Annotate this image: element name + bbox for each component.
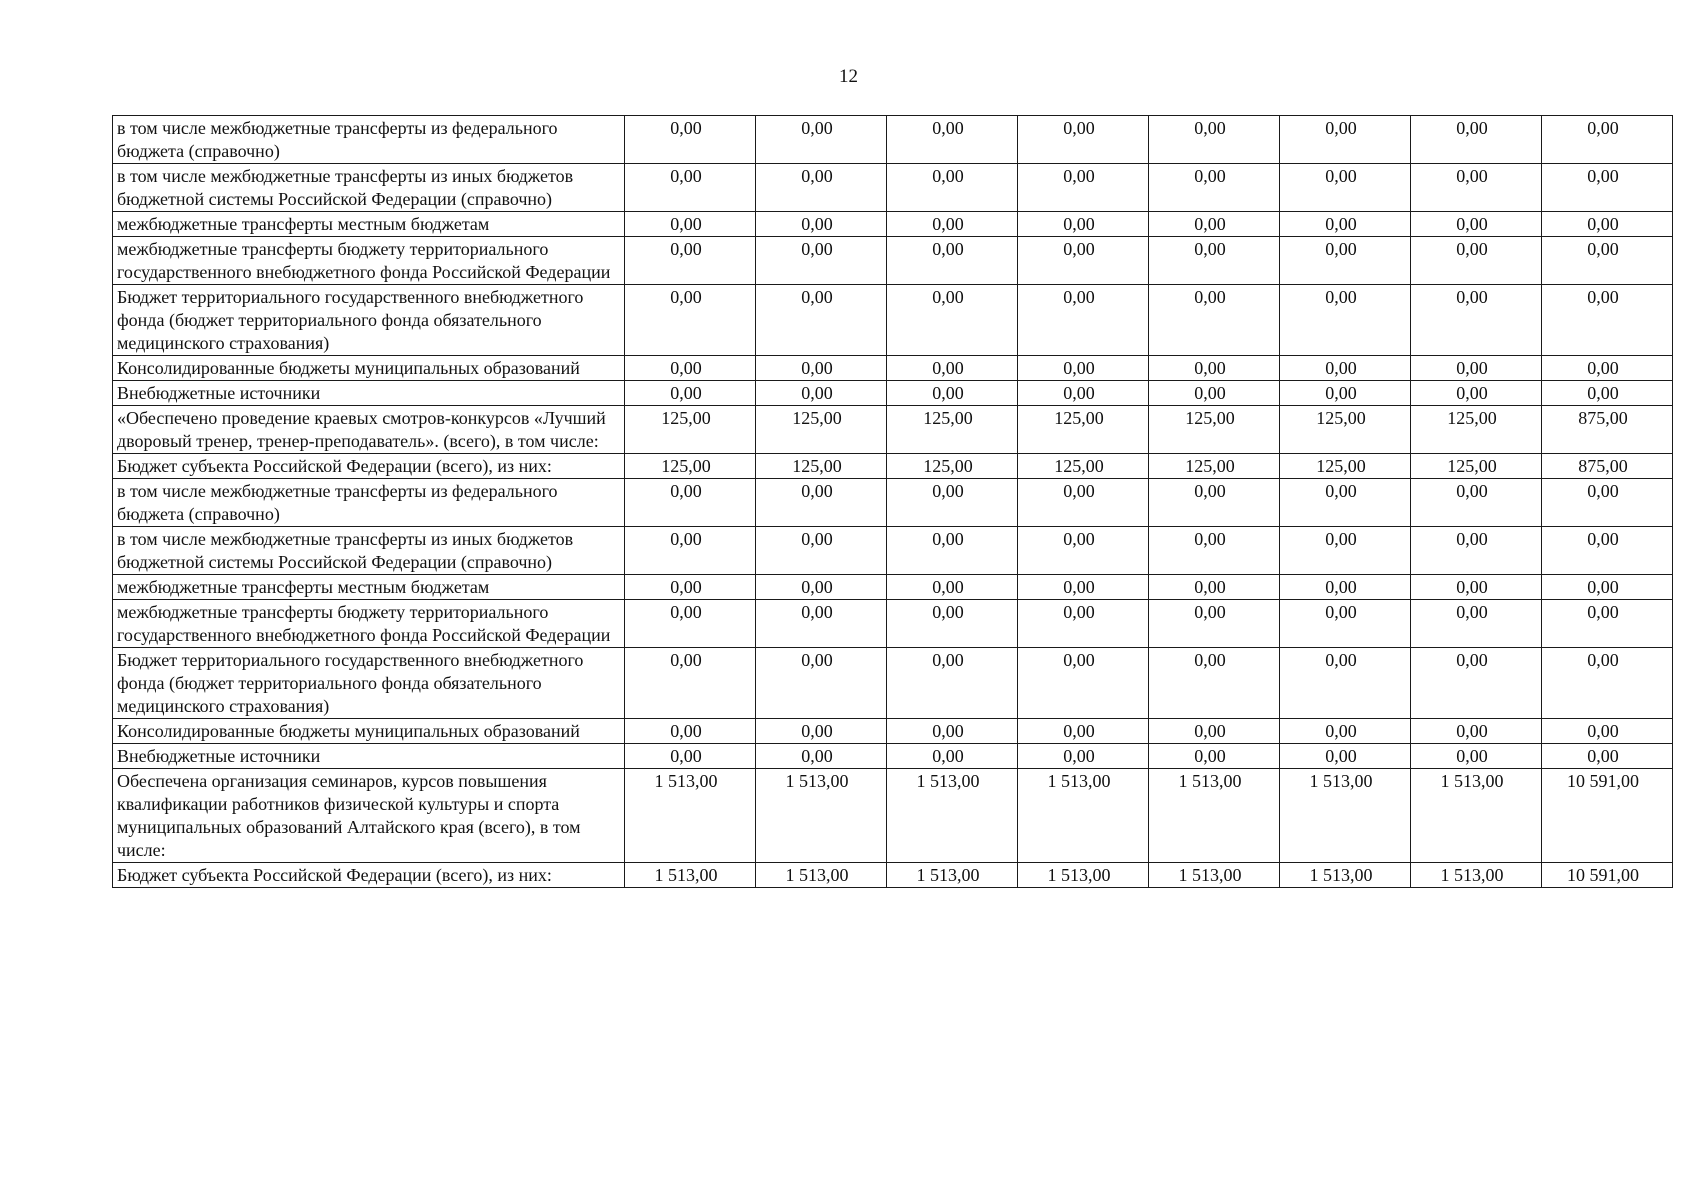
table-row (113, 406, 1673, 454)
row-value: 0,00 (756, 212, 887, 237)
row-value: 125,00 (1411, 406, 1542, 454)
row-value: 0,00 (1411, 600, 1542, 648)
row-value: 0,00 (1018, 600, 1149, 648)
row-value: 0,00 (1411, 164, 1542, 212)
row-value: 0,00 (1542, 648, 1673, 719)
row-value: 0,00 (1542, 164, 1673, 212)
row-value: 0,00 (1411, 719, 1542, 744)
row-value: 0,00 (887, 237, 1018, 285)
row-value: 0,00 (1411, 744, 1542, 769)
row-value: 0,00 (1411, 237, 1542, 285)
row-value: 1 513,00 (1149, 863, 1280, 888)
budget-table-body (113, 116, 1673, 888)
row-value: 125,00 (887, 406, 1018, 454)
row-value: 0,00 (1149, 575, 1280, 600)
row-value: 0,00 (1149, 164, 1280, 212)
table-row (113, 527, 1673, 575)
row-label: «Обеспечено проведение краевых смотров-конкурсов «Лучший дворовый тренер, тренер-преподаватель». (всего), в том числе: (113, 406, 625, 454)
row-value: 0,00 (1411, 648, 1542, 719)
table-row (113, 164, 1673, 212)
row-value: 125,00 (1280, 454, 1411, 479)
row-value: 0,00 (1280, 719, 1411, 744)
row-value: 0,00 (887, 164, 1018, 212)
row-value: 125,00 (756, 454, 887, 479)
row-value: 0,00 (625, 719, 756, 744)
table-row (113, 648, 1673, 719)
row-value: 0,00 (887, 116, 1018, 164)
row-value: 0,00 (1149, 356, 1280, 381)
row-label: в том числе межбюджетные трансферты из федерального бюджета (справочно) (113, 116, 625, 164)
row-value: 0,00 (1411, 212, 1542, 237)
row-value: 0,00 (1149, 600, 1280, 648)
table-row (113, 285, 1673, 356)
row-value: 0,00 (1149, 719, 1280, 744)
row-value: 0,00 (625, 479, 756, 527)
row-label: в том числе межбюджетные трансферты из иных бюджетов бюджетной системы Российской Федерации (справочно) (113, 164, 625, 212)
row-value: 1 513,00 (887, 863, 1018, 888)
row-value: 0,00 (1018, 575, 1149, 600)
table-row (113, 719, 1673, 744)
row-value: 0,00 (1542, 285, 1673, 356)
row-value: 0,00 (1411, 285, 1542, 356)
row-value: 0,00 (887, 212, 1018, 237)
row-value: 125,00 (1149, 454, 1280, 479)
table-row (113, 769, 1673, 863)
row-value: 0,00 (756, 285, 887, 356)
row-value: 0,00 (1149, 212, 1280, 237)
row-label: Консолидированные бюджеты муниципальных образований (113, 356, 625, 381)
row-value: 0,00 (625, 527, 756, 575)
row-value: 0,00 (1280, 237, 1411, 285)
row-value: 0,00 (1280, 744, 1411, 769)
row-value: 125,00 (625, 406, 756, 454)
row-value: 125,00 (1149, 406, 1280, 454)
row-value: 0,00 (1542, 575, 1673, 600)
row-value: 875,00 (1542, 454, 1673, 479)
row-value: 0,00 (1149, 116, 1280, 164)
row-value: 0,00 (756, 381, 887, 406)
row-value: 1 513,00 (1280, 769, 1411, 863)
row-value: 0,00 (887, 600, 1018, 648)
table-row (113, 454, 1673, 479)
table-row (113, 744, 1673, 769)
row-value: 0,00 (756, 648, 887, 719)
row-value: 1 513,00 (756, 769, 887, 863)
row-value: 0,00 (1542, 237, 1673, 285)
row-label: Бюджет территориального государственного внебюджетного фонда (бюджет территориального фонда обязательного медицинского страхования) (113, 648, 625, 719)
row-value: 10 591,00 (1542, 863, 1673, 888)
row-value: 125,00 (1411, 454, 1542, 479)
row-value: 0,00 (756, 164, 887, 212)
row-value: 0,00 (756, 237, 887, 285)
row-value: 0,00 (625, 116, 756, 164)
row-value: 0,00 (756, 719, 887, 744)
row-value: 1 513,00 (1018, 769, 1149, 863)
row-value: 1 513,00 (756, 863, 887, 888)
row-value: 0,00 (1542, 744, 1673, 769)
row-value: 0,00 (1018, 648, 1149, 719)
row-value: 0,00 (625, 356, 756, 381)
row-value: 0,00 (625, 744, 756, 769)
row-value: 0,00 (1280, 648, 1411, 719)
row-value: 0,00 (1018, 212, 1149, 237)
row-value: 0,00 (887, 744, 1018, 769)
row-value: 0,00 (1018, 164, 1149, 212)
row-value: 0,00 (1149, 479, 1280, 527)
row-value: 0,00 (1149, 527, 1280, 575)
row-label: Внебюджетные источники (113, 744, 625, 769)
row-value: 0,00 (887, 479, 1018, 527)
table-row (113, 600, 1673, 648)
row-value: 0,00 (1018, 527, 1149, 575)
row-label: межбюджетные трансферты местным бюджетам (113, 212, 625, 237)
row-value: 1 513,00 (625, 769, 756, 863)
row-label: Бюджет субъекта Российской Федерации (всего), из них: (113, 863, 625, 888)
row-value: 0,00 (1542, 479, 1673, 527)
row-label: Консолидированные бюджеты муниципальных образований (113, 719, 625, 744)
row-value: 0,00 (1280, 527, 1411, 575)
row-label: Внебюджетные источники (113, 381, 625, 406)
row-value: 0,00 (756, 479, 887, 527)
row-value: 125,00 (625, 454, 756, 479)
row-value: 0,00 (887, 575, 1018, 600)
row-label: межбюджетные трансферты бюджету территориального государственного внебюджетного фонда Российской Федерации (113, 600, 625, 648)
table-row (113, 356, 1673, 381)
row-value: 0,00 (756, 116, 887, 164)
row-value: 0,00 (1280, 164, 1411, 212)
table-row (113, 575, 1673, 600)
row-value: 0,00 (1411, 116, 1542, 164)
row-label: в том числе межбюджетные трансферты из иных бюджетов бюджетной системы Российской Федерации (справочно) (113, 527, 625, 575)
row-value: 0,00 (1018, 237, 1149, 285)
row-value: 0,00 (1149, 381, 1280, 406)
row-value: 1 513,00 (1018, 863, 1149, 888)
row-value: 0,00 (1542, 116, 1673, 164)
row-value: 0,00 (1018, 356, 1149, 381)
row-value: 0,00 (1149, 648, 1280, 719)
row-value: 0,00 (756, 575, 887, 600)
row-value: 0,00 (1542, 356, 1673, 381)
row-value: 0,00 (756, 527, 887, 575)
row-value: 0,00 (1542, 527, 1673, 575)
row-value: 0,00 (1018, 381, 1149, 406)
row-value: 0,00 (887, 285, 1018, 356)
table-row (113, 212, 1673, 237)
row-value: 125,00 (756, 406, 887, 454)
row-value: 0,00 (1411, 575, 1542, 600)
table-row (113, 237, 1673, 285)
row-label: Обеспечена организация семинаров, курсов повышения квалификации работников физической культуры и спорта муниципальных образований Алтайского края (всего), в том числе: (113, 769, 625, 863)
row-value: 0,00 (887, 648, 1018, 719)
row-value: 0,00 (1018, 719, 1149, 744)
row-value: 0,00 (1149, 744, 1280, 769)
row-value: 875,00 (1542, 406, 1673, 454)
row-value: 0,00 (1542, 381, 1673, 406)
row-value: 0,00 (887, 356, 1018, 381)
row-value: 0,00 (1542, 600, 1673, 648)
row-value: 0,00 (625, 285, 756, 356)
row-value: 0,00 (1280, 479, 1411, 527)
row-value: 0,00 (625, 575, 756, 600)
row-value: 0,00 (1411, 381, 1542, 406)
row-value: 0,00 (625, 648, 756, 719)
row-label: межбюджетные трансферты местным бюджетам (113, 575, 625, 600)
row-value: 0,00 (1411, 479, 1542, 527)
row-value: 125,00 (887, 454, 1018, 479)
row-value: 0,00 (756, 356, 887, 381)
row-label: Бюджет территориального государственного внебюджетного фонда (бюджет территориального фонда обязательного медицинского страхования) (113, 285, 625, 356)
row-value: 0,00 (625, 212, 756, 237)
row-value: 0,00 (1411, 356, 1542, 381)
row-value: 1 513,00 (887, 769, 1018, 863)
table-row (113, 381, 1673, 406)
row-value: 0,00 (887, 381, 1018, 406)
row-value: 0,00 (1280, 285, 1411, 356)
row-value: 0,00 (756, 600, 887, 648)
row-value: 0,00 (1018, 285, 1149, 356)
row-value: 125,00 (1018, 406, 1149, 454)
row-value: 0,00 (1280, 116, 1411, 164)
row-value: 0,00 (887, 719, 1018, 744)
row-value: 0,00 (1018, 479, 1149, 527)
row-value: 0,00 (1018, 116, 1149, 164)
row-value: 1 513,00 (1149, 769, 1280, 863)
row-value: 0,00 (1411, 527, 1542, 575)
row-value: 1 513,00 (1411, 769, 1542, 863)
row-value: 0,00 (1018, 744, 1149, 769)
budget-table (112, 115, 1673, 888)
row-value: 0,00 (1280, 356, 1411, 381)
row-value: 125,00 (1018, 454, 1149, 479)
row-value: 0,00 (887, 527, 1018, 575)
row-value: 125,00 (1280, 406, 1411, 454)
row-value: 1 513,00 (1280, 863, 1411, 888)
row-value: 0,00 (1542, 719, 1673, 744)
row-value: 0,00 (1280, 575, 1411, 600)
row-label: Бюджет субъекта Российской Федерации (всего), из них: (113, 454, 625, 479)
row-value: 0,00 (625, 164, 756, 212)
row-value: 0,00 (625, 237, 756, 285)
row-value: 0,00 (625, 600, 756, 648)
page-number: 12 (839, 66, 858, 87)
row-value: 0,00 (1280, 600, 1411, 648)
row-label: межбюджетные трансферты бюджету территориального государственного внебюджетного фонда Российской Федерации (113, 237, 625, 285)
table-row (113, 863, 1673, 888)
table-row (113, 116, 1673, 164)
row-value: 0,00 (1542, 212, 1673, 237)
row-value: 1 513,00 (625, 863, 756, 888)
row-value: 0,00 (1280, 212, 1411, 237)
row-label: в том числе межбюджетные трансферты из федерального бюджета (справочно) (113, 479, 625, 527)
table-row (113, 479, 1673, 527)
row-value: 0,00 (1149, 285, 1280, 356)
row-value: 0,00 (1280, 381, 1411, 406)
row-value: 1 513,00 (1411, 863, 1542, 888)
row-value: 0,00 (756, 744, 887, 769)
row-value: 0,00 (1149, 237, 1280, 285)
row-value: 0,00 (625, 381, 756, 406)
row-value: 10 591,00 (1542, 769, 1673, 863)
